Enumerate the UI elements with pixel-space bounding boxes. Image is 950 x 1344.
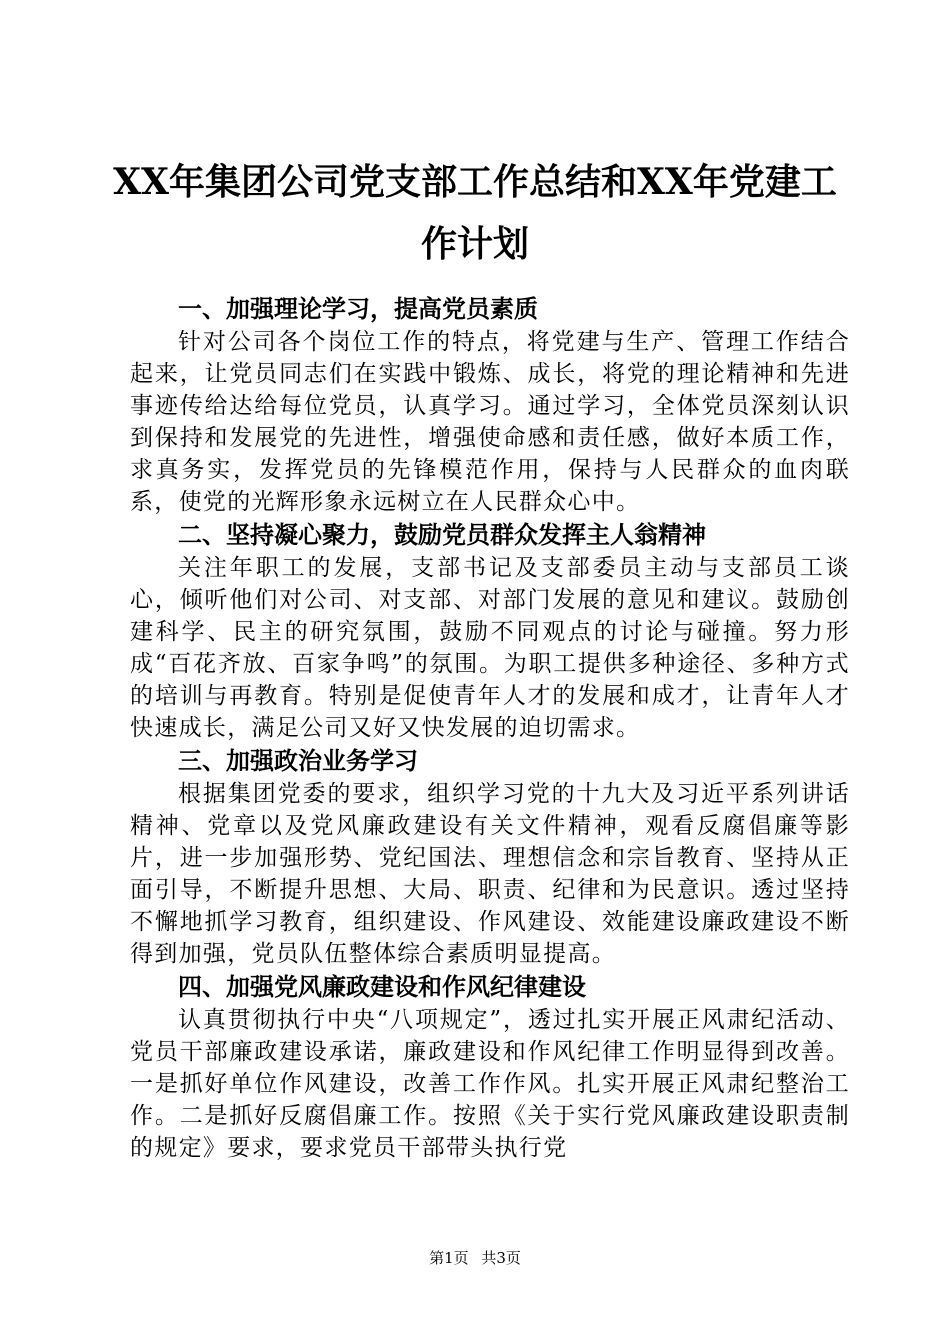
section-paragraph-2: 关注年职工的发展，支部书记及支部委员主动与支部员工谈心，倾听他们对公司、对支部、对部门发展的意见和建议。鼓励创建科学、民主的研究氛围，鼓励不同观点的讨论与碰撞。努力形成“百花齐放、百家争鸣”的氛围。为职工提供多种途径、多种方式的培训与再教育。特别是促使青年人才的发展和成才，让青年人才快速成长，满足公司又好又快发展的迫切需求。 — [130, 555, 850, 741]
section-heading-4: 四、加强党风廉政建设和作风纪律建设 — [178, 973, 586, 1001]
document-title-line-2: 作计划 — [420, 223, 529, 265]
page-total: 共3页 — [481, 1249, 521, 1267]
page-number: 第1页 — [429, 1249, 469, 1267]
section-heading-3: 三、加强政治业务学习 — [178, 747, 418, 775]
document-title-line-1: XX年集团公司党支部工作总结和XX年党建工 — [113, 161, 837, 203]
section-heading-1: 一、加强理论学习，提高党员素质 — [178, 295, 538, 323]
section-heading-2: 二、坚持凝心聚力，鼓励党员群众发挥主人翁精神 — [178, 521, 706, 549]
section-paragraph-4: 认真贯彻执行中央“八项规定”，透过扎实开展正风肃纪活动、党员干部廉政建设承诺，廉政建设和作风纪律工作明显得到改善。一是抓好单位作风建设，改善工作作风。扎实开展正风肃纪整治工作。二是抓好反腐倡廉工作。按照《关于实行党风廉政建设职责制的规定》要求，要求党员干部带头执行党 — [130, 1007, 850, 1161]
section-paragraph-1: 针对公司各个岗位工作的特点，将党建与生产、管理工作结合起来，让党员同志们在实践中锻炼、成长，将党的理论精神和先进事迹传给达给每位党员，认真学习。通过学习，全体党员深刻认识到保持和发展党的先进性，增强使命感和责任感，做好本质工作，求真务实，发挥党员的先锋模范作用，保持与人民群众的血肉联系，使党的光辉形象永远树立在人民群众心中。 — [130, 329, 850, 515]
section-paragraph-3: 根据集团党委的要求，组织学习党的十九大及习近平系列讲话精神、党章以及党风廉政建设有关文件精神，观看反腐倡廉等影片，进一步加强形势、党纪国法、理想信念和宗旨教育、坚持从正面引导，不断提升思想、大局、职责、纪律和为民意识。透过坚持不懈地抓学习教育，组织建设、作风建设、效能建设廉政建设不断得到加强，党员队伍整体综合素质明显提高。 — [130, 781, 850, 967]
document-body — [130, 292, 850, 1164]
page-footer — [0, 1248, 950, 1268]
